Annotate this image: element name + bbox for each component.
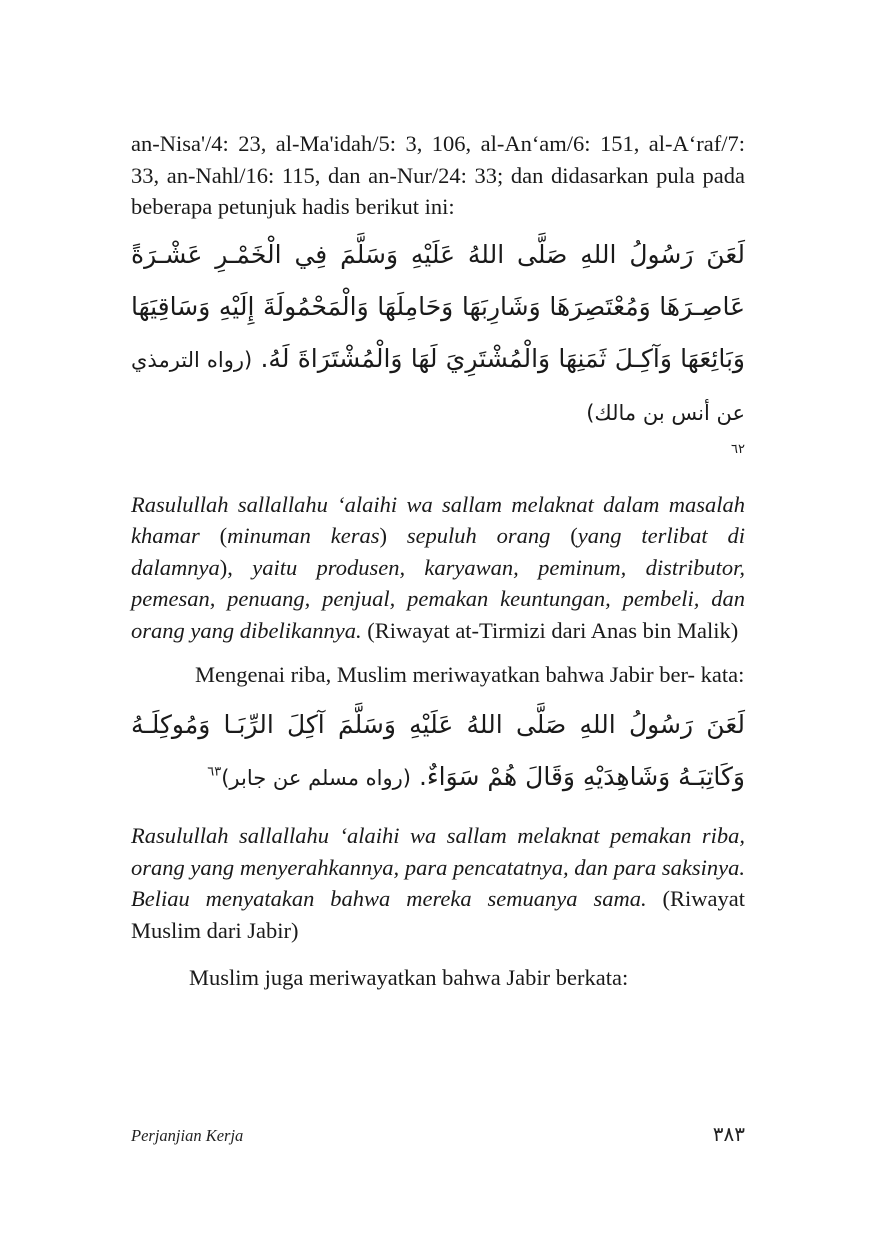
page-number: ٣٨٣ — [712, 1122, 745, 1146]
translation-1-part-5: yaitu produsen, karyawan, peminum, distributor, pemesan, penuang, penjual, pemakan keuntungan, pembeli, dan orang yang dibelikannya. — [131, 554, 745, 643]
translation-1-paren-3: ( — [550, 523, 578, 549]
translation-1-paren-2: ) — [379, 523, 407, 549]
hadith-2-translation — [131, 820, 745, 946]
hadith-1-footnote: ٦٢ — [731, 441, 745, 457]
hadith-1-translation — [131, 489, 745, 647]
paragraph-jabir: Muslim juga meriwayatkan bahwa Jabir berkata: — [189, 965, 629, 991]
hadith-1-arabic — [131, 229, 745, 439]
page-body — [131, 128, 745, 994]
paragraph-riba: Mengenai riba, Muslim meriwayatkan bahwa Jabir ber- kata: — [195, 662, 745, 688]
translation-1-paren-4: ), — [219, 554, 253, 580]
intro-paragraph: an-Nisa'/4: 23, al-Ma'idah/5: 3, 106, al-An‘am/6: 151, al-A‘raf/7: 33, an-Nahl/16: 115, dan an-Nur/24: 33; dan didasarkan pula pada beberapa petunjuk hadis berikut ini: — [131, 131, 745, 219]
translation-1-part-3: sepuluh orang — [406, 523, 551, 549]
translation-1-part-1: Rasulullah sallallahu ‘alaihi wa sallam melaknat dalam masalah khamar — [131, 491, 745, 549]
translation-2-italic: Rasulullah sallallahu ‘alaihi wa sallam melaknat pemakan riba, orang yang menyerahkannya, para pencatatnya, dan para saksinya. Beliau menyatakan bahwa mereka semuanya sama. — [131, 823, 745, 912]
hadith-1-narration: (رواه الترمذي عن أنس بن مالك) — [131, 347, 745, 425]
translation-1-source: (Riwayat at-Tirmizi dari Anas bin Malik) — [361, 617, 739, 643]
translation-1-part-4: yang terlibat di dalamnya — [131, 523, 745, 580]
hadith-2-narration: (رواه مسلم عن جابر) — [221, 766, 411, 791]
translation-1-paren-1: ( — [199, 523, 228, 549]
translation-1-part-2: minuman keras — [227, 523, 380, 549]
hadith-2-footnote: ٦٣ — [207, 764, 222, 780]
running-footer-title: Perjanjian Kerja — [131, 1126, 244, 1145]
hadith-2-text: لَعَنَ رَسُولُ اللهِ صَلَّى اللهُ عَلَيْهِ وَسَلَّمَ آكِلَ الرِّبَـا وَمُوكِلَـهُ وَكَاتِبَـهُ وَشَاهِدَيْهِ وَقَالَ هُمْ سَوَاءٌ. — [131, 710, 745, 792]
hadith-2-arabic — [131, 699, 745, 804]
translation-2-source: (Riwayat Muslim dari Jabir) — [131, 886, 745, 943]
hadith-1-text: لَعَنَ رَسُولُ اللهِ صَلَّى اللهُ عَلَيْهِ وَسَلَّمَ فِي الْخَمْـرِ عَشْـرَةً عَاصِـرَهَا وَمُعْتَصِرَهَا وَشَارِبَهَا وَحَامِلَهَا وَالْمَحْمُولَةَ إِلَيْهِ وَسَاقِيَهَا وَبَائِعَهَا وَآكِـلَ ثَمَنِهَا وَالْمُشْتَرِيَ لَهَا وَالْمُشْتَرَاةَ لَهُ. — [131, 239, 745, 373]
